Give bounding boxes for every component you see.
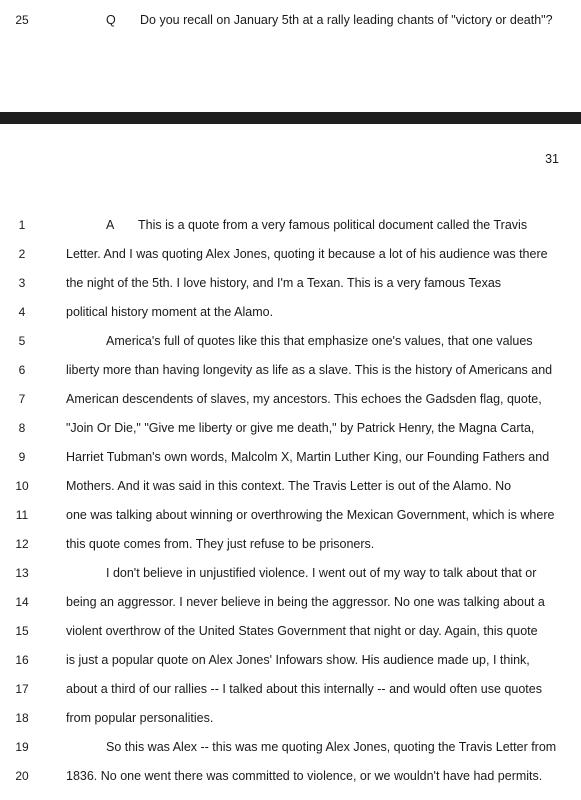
transcript-line-25 [0,10,581,30]
line-number: 25 [15,13,29,27]
transcript-line-4 [0,302,581,322]
line-text: American descendents of slaves, my ancestors. This echoes the Gadsden flag, quote, [66,392,542,406]
line-text: I don't believe in unjustified violence. I went out of my way to talk about that or [106,566,537,580]
line-text: about a third of our rallies -- I talked about this internally -- and would often use quotes [66,682,542,696]
speaker-label: A [106,218,115,232]
line-text: Letter. And I was quoting Alex Jones, quoting it because a lot of his audience was there [66,247,548,261]
transcript-line-8 [0,418,581,438]
transcript-line-12 [0,534,581,554]
line-number: 15 [15,624,29,638]
transcript-line-11 [0,505,581,525]
line-text: this quote comes from. They just refuse to be prisoners. [66,537,375,551]
line-number: 16 [15,653,29,667]
line-number: 7 [18,392,26,406]
transcript-line-14 [0,592,581,612]
transcript-line-7 [0,389,581,409]
transcript-line-16 [0,650,581,670]
speaker-label: Q [106,13,116,27]
line-number: 19 [15,740,29,754]
line-number: 3 [18,276,26,290]
line-number: 2 [18,247,26,261]
transcript-line-17 [0,679,581,699]
line-text: "Join Or Die," "Give me liberty or give me death," by Patrick Henry, the Magna Carta, [66,421,535,435]
line-text: one was talking about winning or overthrowing the Mexican Government, which is where [66,508,555,522]
line-number: 12 [15,537,29,551]
line-text: So this was Alex -- this was me quoting Alex Jones, quoting the Travis Letter from [106,740,557,754]
line-text: the night of the 5th. I love history, and I'm a Texan. This is a very famous Texas [66,276,502,290]
line-number: 11 [15,508,29,522]
page-divider [0,112,581,124]
line-number: 4 [18,305,26,319]
transcript-page [0,124,581,800]
transcript-line-13 [0,563,581,583]
line-number: 14 [15,595,29,609]
line-number: 5 [18,334,26,348]
line-text: liberty more than having longevity as life as a slave. This is the history of Americans and [66,363,553,377]
transcript-line-5 [0,331,581,351]
line-number: 1 [18,218,26,232]
line-text: from popular personalities. [66,711,214,725]
transcript-line-19 [0,737,581,757]
line-number: 9 [18,450,26,464]
line-text: This is a quote from a very famous political document called the Travis [138,218,528,232]
transcript-line-2 [0,244,581,264]
line-text: violent overthrow of the United States Government that night or day. Again, this quote [66,624,538,638]
previous-page-bottom [0,0,581,112]
transcript-line-15 [0,621,581,641]
page-number: 31 [545,152,559,166]
transcript-line-18 [0,708,581,728]
transcript-line-9 [0,447,581,467]
line-number: 8 [18,421,26,435]
line-number: 17 [15,682,29,696]
line-text: is just a popular quote on Alex Jones' Infowars show. His audience made up, I think, [66,653,530,667]
line-text: America's full of quotes like this that emphasize one's values, that one values [106,334,533,348]
line-text: being an aggressor. I never believe in being the aggressor. No one was talking about a [66,595,545,609]
line-number: 6 [18,363,26,377]
line-number: 13 [15,566,29,580]
line-number: 10 [15,479,29,493]
question-text: Do you recall on January 5th at a rally leading chants of "victory or death"? [140,13,553,27]
transcript-line-6 [0,360,581,380]
transcript-line-3 [0,273,581,293]
line-number: 18 [15,711,29,725]
line-text: Mothers. And it was said in this context. The Travis Letter is out of the Alamo. No [66,479,512,493]
transcript-line-1 [0,215,581,235]
transcript-line-10 [0,476,581,496]
line-text: 1836. No one went there was committed to violence, or we wouldn't have had permits. [66,769,543,783]
line-text: Harriet Tubman's own words, Malcolm X, Martin Luther King, our Founding Fathers and [66,450,550,464]
transcript-line-20 [0,766,581,786]
line-number: 20 [15,769,29,783]
line-text: political history moment at the Alamo. [66,305,274,319]
